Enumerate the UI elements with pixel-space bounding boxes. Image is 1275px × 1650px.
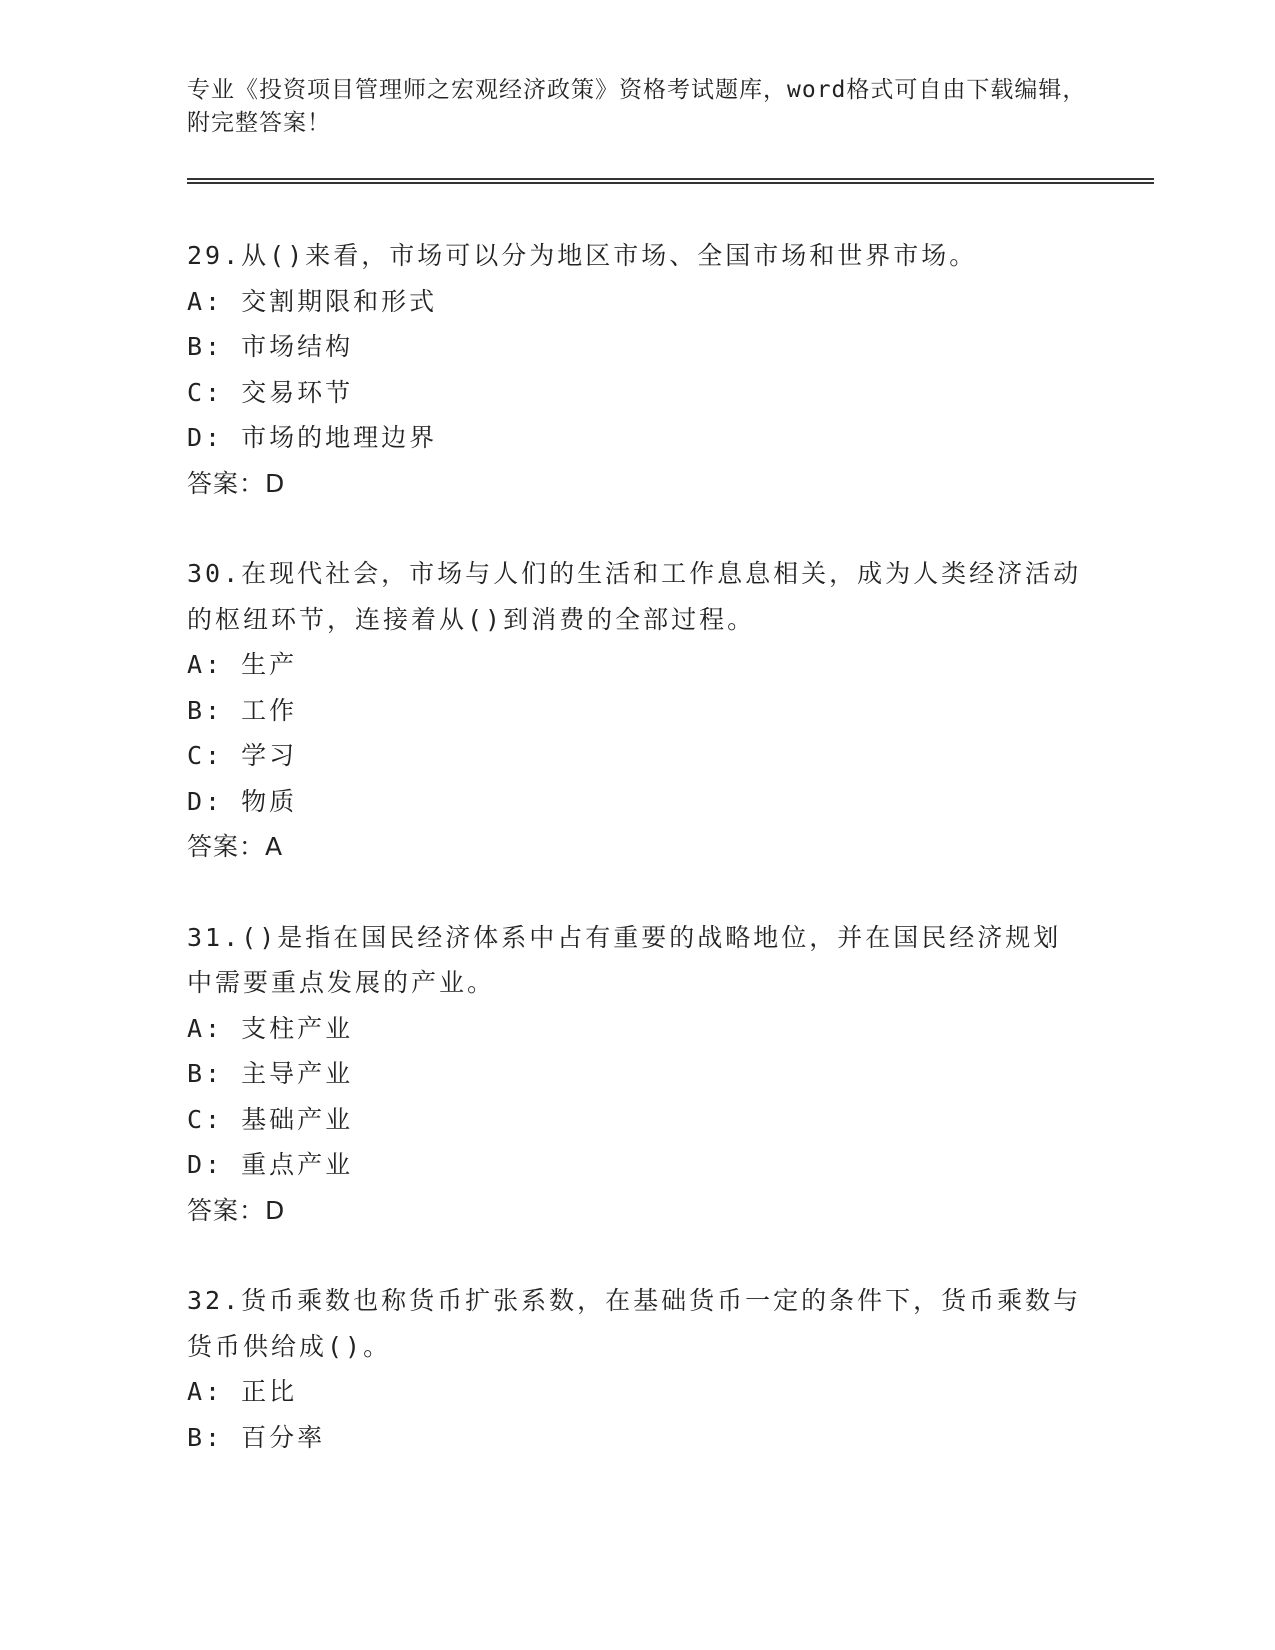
question-list <box>187 233 1087 1505</box>
question-stem <box>187 1278 1087 1369</box>
question-stem <box>187 915 1087 1006</box>
document-header: 专业《投资项目管理师之宏观经济政策》资格考试题库，word格式可自由下载编辑，附完整答案！ <box>187 77 1087 136</box>
option-b: B: 市场结构 <box>187 332 354 361</box>
option-b: B: 百分率 <box>187 1422 326 1452</box>
option-c: C: 基础产业 <box>187 1104 354 1134</box>
option-d: D: 市场的地理边界 <box>187 423 438 452</box>
question-31 <box>187 915 1087 1234</box>
header-divider <box>187 178 1154 184</box>
answer-text: 答案：A <box>187 832 284 861</box>
option-b: B: 主导产业 <box>187 1059 354 1088</box>
option-b: B: 工作 <box>187 695 298 725</box>
option-d: D: 重点产业 <box>187 1150 354 1179</box>
option-a: A: 正比 <box>187 1377 298 1406</box>
option-c: C: 交易环节 <box>187 377 354 407</box>
answer-text: 答案：D <box>187 468 286 498</box>
question-stem-text: 32.货币乘数也称货币扩张系数，在基础货币一定的条件下，货币乘数与货币供给成()。 <box>187 1286 1082 1361</box>
answer-text: 答案：D <box>187 1195 286 1225</box>
option-d: D: 物质 <box>187 786 298 816</box>
question-stem <box>187 233 1087 279</box>
question-stem-text: 29.从()来看，市场可以分为地区市场、全国市场和世界市场。 <box>187 241 978 270</box>
question-32 <box>187 1278 1087 1460</box>
question-stem-text: 31.()是指在国民经济体系中占有重要的战略地位，并在国民经济规划中需要重点发展的产业。 <box>187 922 1062 997</box>
option-a: A: 生产 <box>187 650 298 679</box>
question-29 <box>187 233 1087 506</box>
question-stem-text: 30.在现代社会，市场与人们的生活和工作息息相关，成为人类经济活动的枢纽环节，连接着从()到消费的全部过程。 <box>187 559 1082 634</box>
option-a: A: 支柱产业 <box>187 1013 354 1043</box>
option-a: A: 交割期限和形式 <box>187 286 438 316</box>
question-stem <box>187 551 1087 642</box>
option-c: C: 学习 <box>187 741 298 770</box>
question-30 <box>187 551 1087 870</box>
